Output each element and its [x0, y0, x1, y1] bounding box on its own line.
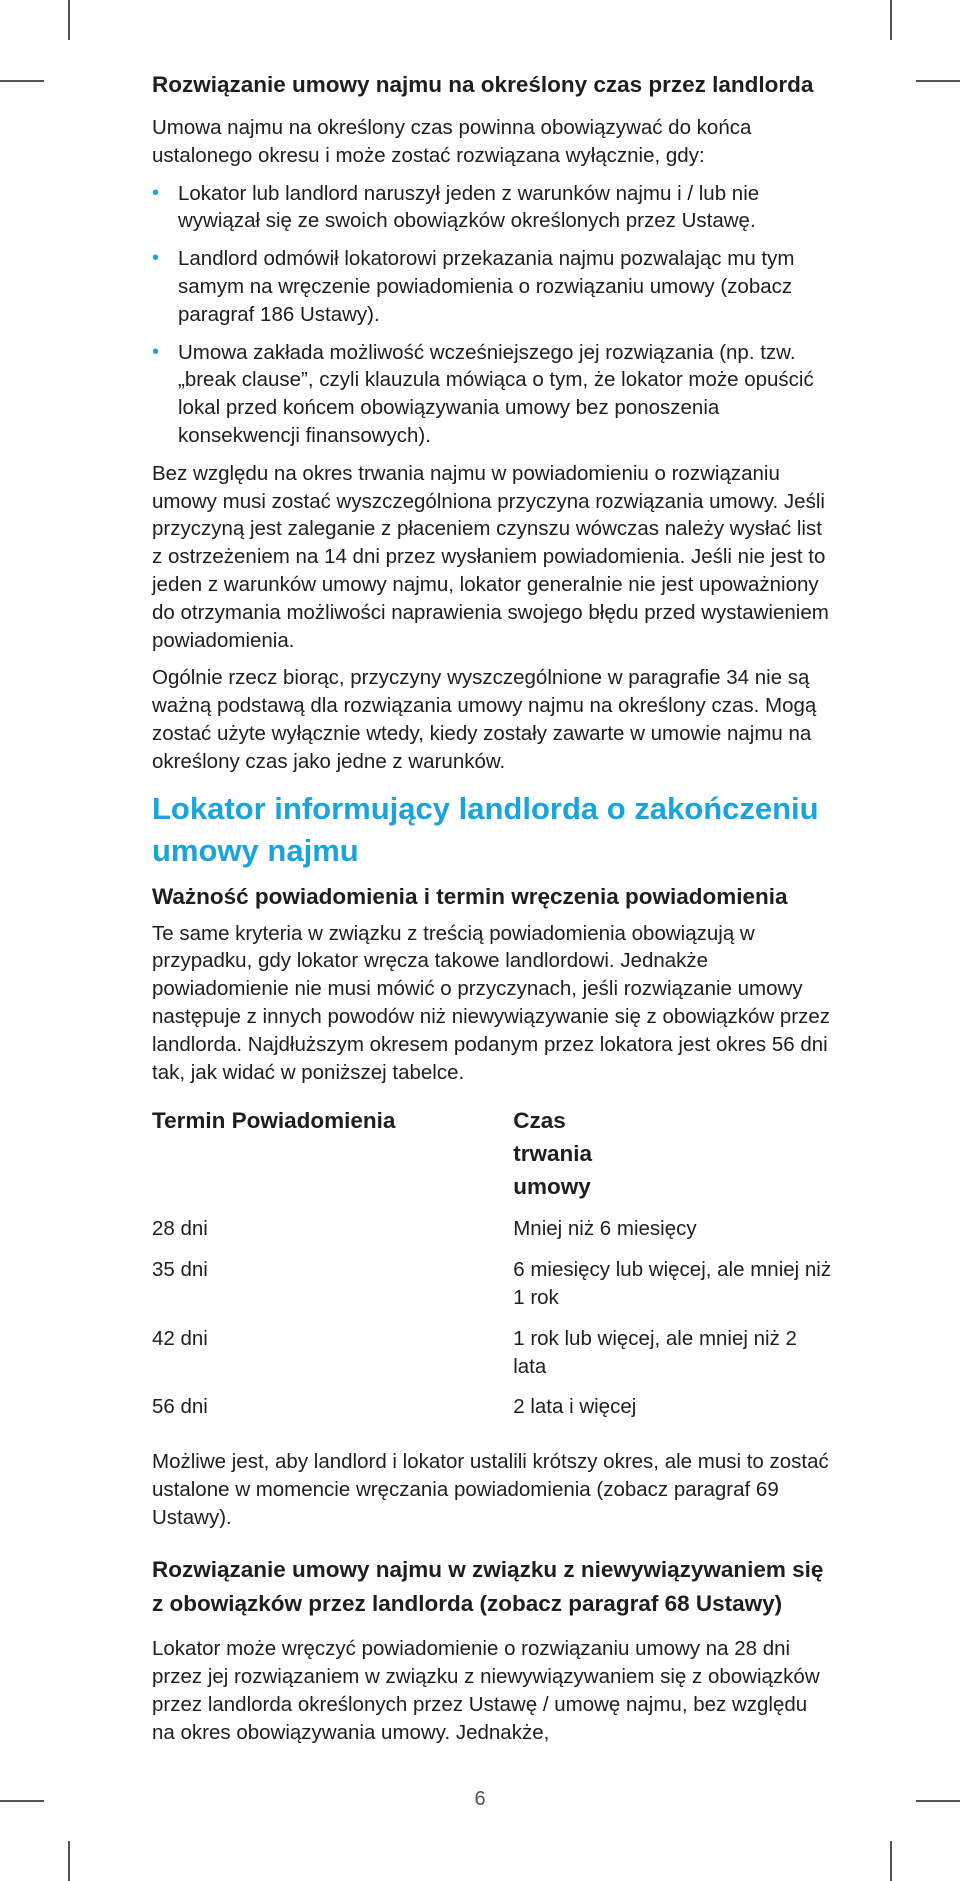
bullet-icon: • — [152, 181, 160, 204]
paragraph: Te same kryteria w związku z treścią powiadomienia obowiązują w przypadku, gdy lokator wręcza takowe landlordowi. Jednakże powiadomienie nie musi mówić o przyczynach, jeśli rozwiązanie umowy następuje z innych powodów niż niewywiązywanie się z obowiązków przez landlorda. Najdłuższym okresem podanym przez lokatora jest okres 56 dni tak, jak widać w poniższej tabelce. — [152, 921, 830, 1084]
table-cell-duration: 1 rok lub więcej, ale mniej niż 2 lata — [513, 1326, 797, 1378]
paragraph: Lokator może wręczyć powiadomienie o rozwiązaniu umowy na 28 dni przez jej rozwiązaniem w związku z niewywiązywaniem się z obowiązków przez landlorda określonych przez Ustawę / umowę najmu, bez względu na okres obowiązywania umowy. Jednakże, — [152, 1637, 820, 1744]
table-row — [152, 1256, 832, 1325]
table-cell-term: 42 dni — [152, 1326, 208, 1350]
list-item — [152, 180, 832, 236]
crop-mark — [68, 0, 70, 40]
table-row — [152, 1325, 832, 1394]
bullet-icon: • — [152, 340, 160, 363]
table-cell-duration: 2 lata i więcej — [513, 1395, 637, 1419]
table-cell-duration: Mniej niż 6 miesięcy — [513, 1217, 697, 1241]
paragraph: Ogólnie rzecz biorąc, przyczyny wyszczególnione w paragrafie 34 nie są ważną podstawą dla rozwiązania umowy najmu na określony czas. Mogą zostać użyte wyłącznie wtedy, kiedy zostały zawarte w umowie najmu na określony czas jako jedne z warunków. — [152, 666, 817, 773]
section-title: Lokator informujący landlorda o zakończeniu umowy najmu — [152, 790, 819, 868]
list-item-text: Lokator lub landlord naruszył jeden z warunków najmu i / lub nie wywiązał się ze swoich obowiązków określonych przez Ustawę. — [178, 181, 760, 233]
notice-period-table — [152, 1104, 832, 1434]
bullet-list — [152, 180, 832, 450]
paragraph: Bez względu na okres trwania najmu w powiadomieniu o rozwiązaniu umowy musi zostać wyszczególniona przyczyna rozwiązania umowy. Jeśli przyczyną jest zaleganie z płaceniem czynszu wówczas należy wysłać list z ostrzeżeniem na 14 dni przez wysłaniem powiadomienia. Jeśli nie jest to jeden z warunków umowy najmu, lokator generalnie nie jest upoważniony do otrzymania możliwości naprawienia swojego błędu przed wystawieniem powiadomienia. — [152, 461, 829, 652]
crop-mark — [0, 80, 44, 82]
list-item — [152, 339, 832, 450]
crop-mark — [916, 80, 960, 82]
section-heading: Rozwiązanie umowy najmu w związku z niewywiązywaniem się z obowiązków przez landlorda (zobacz paragraf 68 Ustawy) — [152, 1557, 824, 1617]
paragraph: Możliwe jest, aby landlord i lokator ustalili krótszy okres, ale musi to zostać ustalone w momencie wręczania powiadomienia (zobacz paragraf 69 Ustawy). — [152, 1450, 829, 1529]
table-cell-term: 56 dni — [152, 1395, 208, 1419]
list-item-text: Umowa zakłada możliwość wcześniejszego jej rozwiązania (np. tzw. „break clause”, czyli klauzula mówiąca o tym, że lokator może opuścić lokal przed końcem obowiązywania umowy bez ponoszenia konsekwencji finansowych). — [178, 340, 814, 447]
section-heading: Ważność powiadomienia i termin wręczenia powiadomienia — [152, 883, 788, 909]
page-number: 6 — [474, 1788, 486, 1810]
table-cell-term: 35 dni — [152, 1258, 208, 1282]
paragraph: Umowa najmu na określony czas powinna obowiązywać do końca ustalonego okresu i może zostać rozwiązana wyłącznie, gdy: — [152, 116, 752, 167]
crop-mark — [890, 1841, 892, 1881]
column-header-duration: Czas trwania umowy — [513, 1108, 592, 1200]
bullet-icon: • — [152, 247, 160, 270]
page-content — [152, 68, 832, 1757]
list-item-text: Landlord odmówił lokatorowi przekazania najmu pozwalając mu tym samym na wręczenie powiadomienia o rozwiązaniu umowy (zobacz paragraf 186 Ustawy). — [178, 247, 795, 326]
table-row — [152, 1393, 832, 1434]
crop-mark — [890, 0, 892, 40]
section-heading: Rozwiązanie umowy najmu na określony czas przez landlorda — [152, 72, 814, 97]
column-header-term: Termin Powiadomienia — [152, 1108, 396, 1134]
table-cell-duration: 6 miesięcy lub więcej, ale mniej niż 1 rok — [513, 1258, 832, 1309]
table-header-row — [152, 1104, 832, 1215]
table-row — [152, 1215, 832, 1256]
crop-mark — [68, 1841, 70, 1881]
table-cell-term: 28 dni — [152, 1217, 208, 1241]
list-item — [152, 245, 832, 328]
